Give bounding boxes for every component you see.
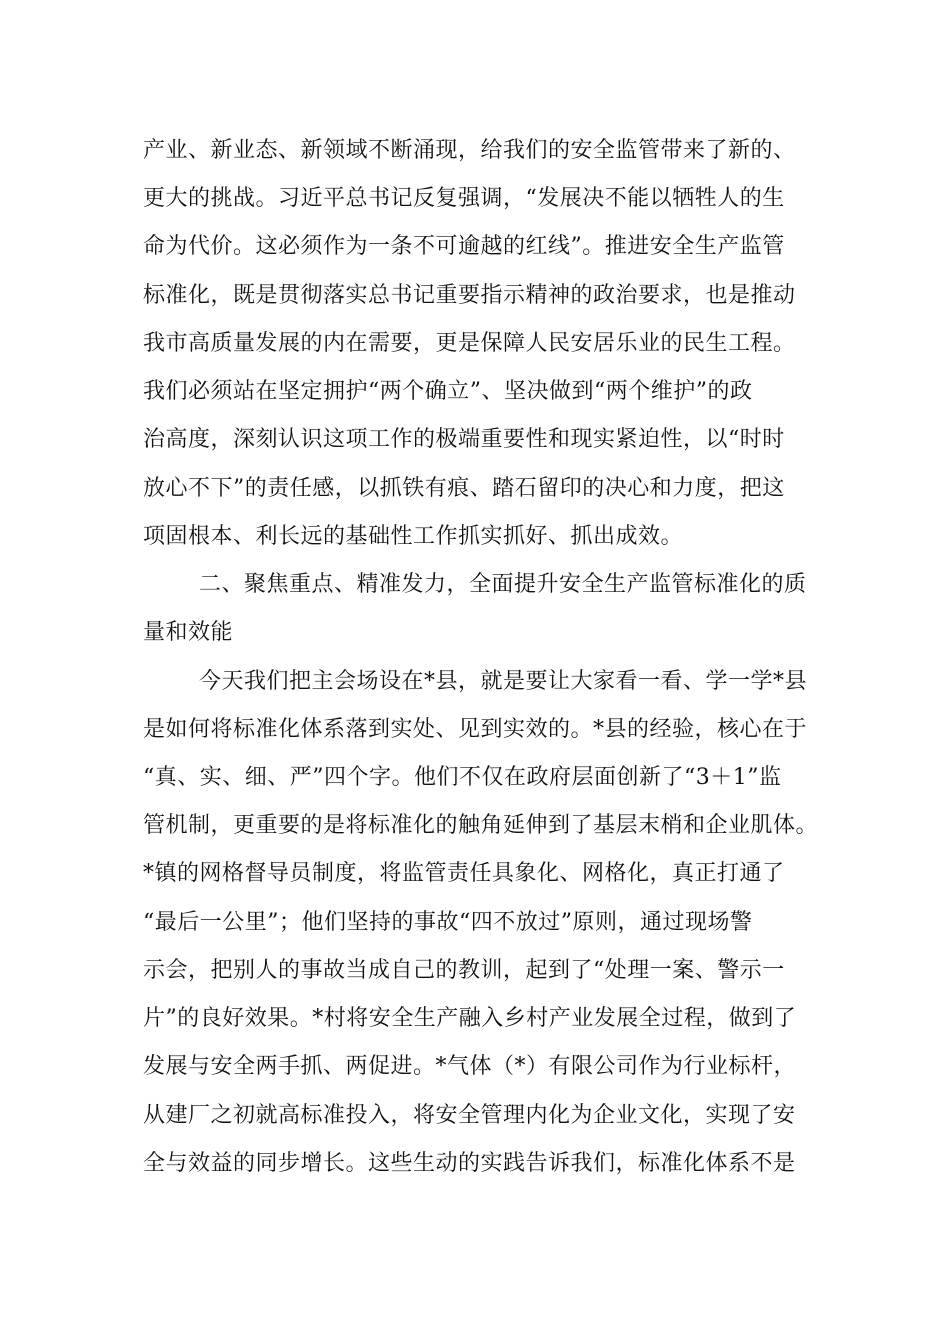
- text-line: 今天我们把主会场设在*县，就是要让大家看一看、学一学*县: [199, 669, 808, 694]
- section-heading-line: 二、聚焦重点、精准发力，全面提升安全生产监管标准化的质: [199, 572, 807, 597]
- text-line: 治高度，深刻认识这项工作的极端重要性和现实紧迫性，以“时时: [143, 427, 785, 452]
- text-line: 产业、新业态、新领域不断涌现，给我们的安全监管带来了新的、: [143, 138, 796, 163]
- text-line: “真、实、细、严”四个字。他们不仅在政府层面创新了“3＋1”监: [143, 765, 782, 790]
- text-line: 标准化，既是贯彻落实总书记重要指示精神的政治要求，也是推动: [143, 283, 796, 308]
- text-line: 管机制，更重要的是将标准化的触角延伸到了基层末梢和企业肌体。: [143, 813, 819, 838]
- text-line: 全与效益的同步增长。这些生动的实践告诉我们，标准化体系不是: [143, 1151, 796, 1176]
- text-line: *镇的网格督导员制度，将监管责任具象化、网格化，真正打通了: [143, 861, 785, 886]
- text-line: 命为代价。这必须作为一条不可逾越的红线”。推进安全生产监管: [143, 234, 785, 259]
- text-line: 是如何将标准化体系落到实处、见到实效的。*县的经验，核心在于: [143, 717, 808, 742]
- section-heading-line: 量和效能: [143, 620, 234, 645]
- text-line: 项固根本、利长远的基础性工作抓实抓好、抓出成效。: [143, 524, 684, 549]
- text-line: 我们必须站在坚定拥护“两个确立”、坚决做到“两个维护”的政: [143, 379, 753, 404]
- text-line: 我市高质量发展的内在需要，更是保障人民安居乐业的民生工程。: [143, 331, 796, 356]
- text-line: “最后一公里”；他们坚持的事故“四不放过”原则，通过现场警: [143, 910, 753, 935]
- text-line: 放心不下”的责任感，以抓铁有痕、踏石留印的决心和力度，把这: [143, 476, 785, 501]
- text-line: 更大的挑战。习近平总书记反复强调，“发展决不能以牺牲人的生: [143, 186, 785, 211]
- text-line: 从建厂之初就高标准投入，将安全管理内化为企业文化，实现了安: [143, 1103, 796, 1128]
- text-line: 片”的良好效果。*村将安全生产融入乡村产业发展全过程，做到了: [143, 1006, 797, 1031]
- text-line: 示会，把别人的事故当成自己的教训，起到了“处理一案、警示一: [143, 958, 785, 983]
- text-line: 发展与安全两手抓、两促进。*气体（*）有限公司作为行业标杆，: [143, 1054, 797, 1079]
